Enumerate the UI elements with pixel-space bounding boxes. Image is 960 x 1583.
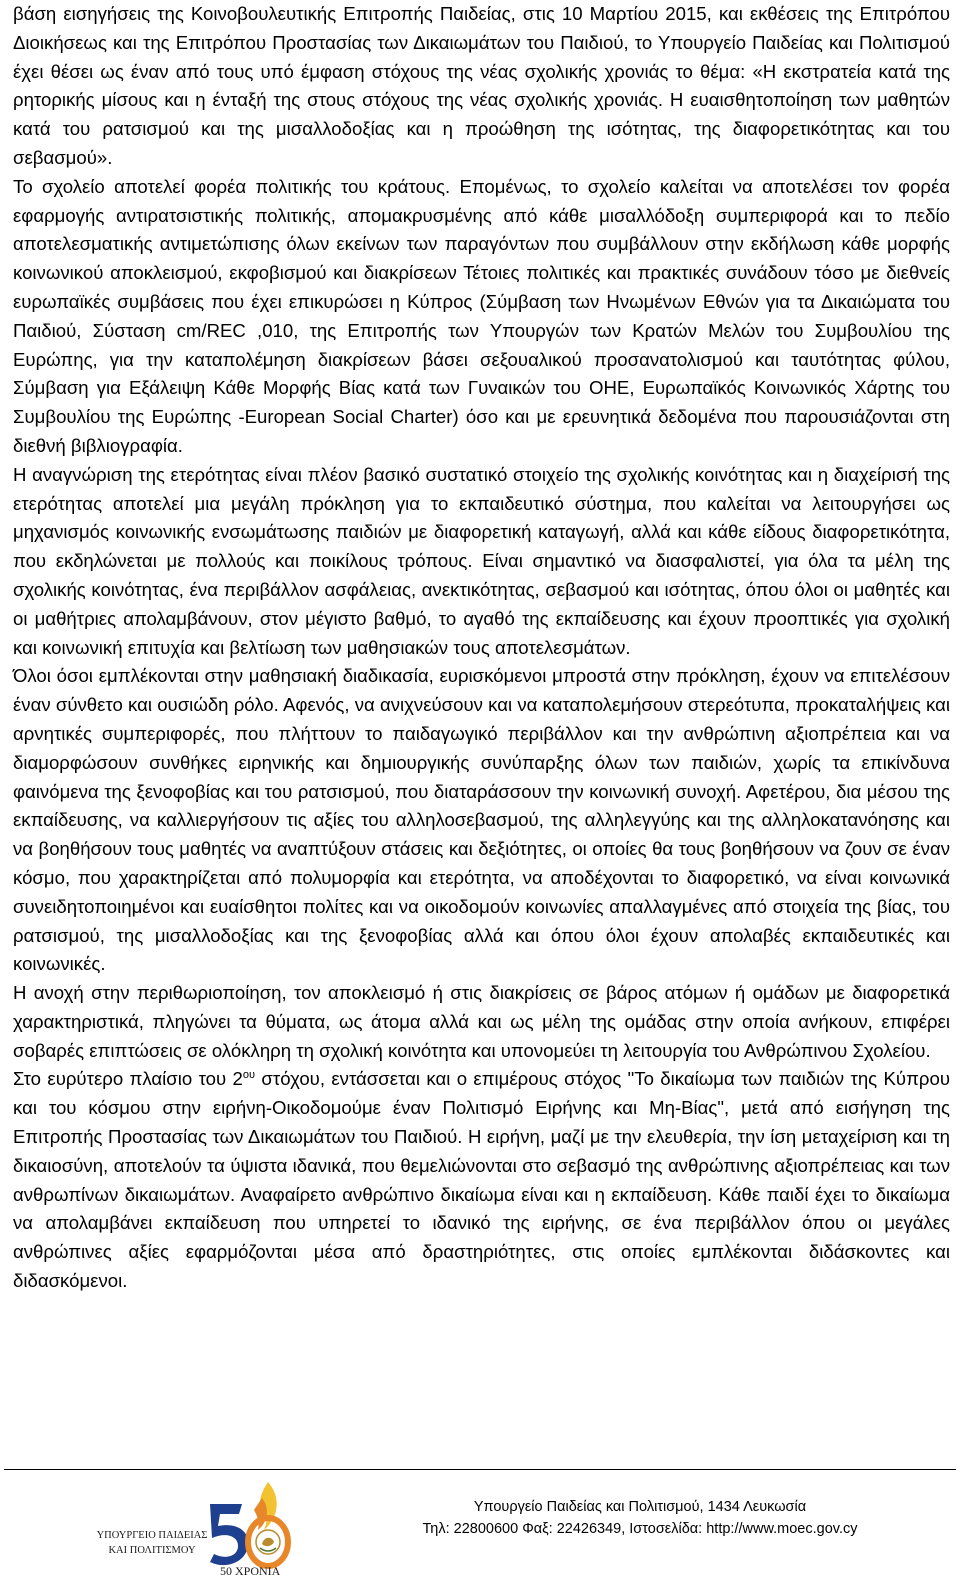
logo-anniversary-label: 50 ΧΡΟΝΙΑ: [220, 1564, 281, 1578]
footer-divider: [4, 1469, 956, 1470]
paragraph-6: [13, 1065, 950, 1295]
paragraph-6-rest: στόχου, εντάσσεται και ο επιμέρους στόχος "Το δικαίωμα των παιδιών της Κύπρου και του κόσμου στην ειρήνη-Οικοδομούμε έναν Πολιτισμό Ειρήνης και Μη-Βίας", μετά από εισήγηση της Επιτροπής Προστασίας των Δικαιωμάτων του Παιδιού. Η ειρήνη, μαζί με την ελευθερία, την ίση μεταχείριση και τη δικαιοσύνη, αποτελούν τα ύψιστα ιδανικά, που θεμελιώνονται στο σεβασμό της ανθρώπινης αξιοπρέπειας και των ανθρωπίνων δικαιωμάτων. Αναφαίρετο ανθρώπινο δικαίωμα είναι και η εκπαίδευση. Κάθε παιδί έχει το δικαίωμα να απολαμβάνει εκπαίδευση που υπηρετεί το ιδανικό της ειρήνης, σε ένα περιβάλλον όπου οι μεγάλες ανθρώπινες αξίες εφαρμόζονται μέσα από δραστηριότητες, στις οποίες εμπλέκονται διδάσκοντες και διδασκόμενοι.: [13, 1068, 950, 1292]
paragraph-3: Η αναγνώριση της ετερότητας είναι πλέον βασικό συστατικό στοιχείο της σχολικής κοινότητας και η διαχείρισή της ετερότητας αποτελεί μια μεγάλη πρόκληση για το εκπαιδευτικό σύστημα, που καλείται να λειτουργήσει ως μηχανισμός κοινωνικής ενσωμάτωσης παιδιών με διαφορετική καταγωγή, αλλά και κάθε είδους διαφορετικότητα, που εκδηλώνεται με πολλούς και ποικίλους τρόπους. Είναι σημαντικό να διασφαλιστεί, για όλα τα μέλη της σχολικής κοινότητας, ένα περιβάλλον ασφάλειας, ανεκτικότητας, σεβασμού και ισότητας, όπου όλοι οι μαθητές και οι μαθήτριες απολαμβάνουν, στον μέγιστο βαθμό, το αγαθό της εκπαίδευσης και έχουν προοπτικές για σχολική και κοινωνική επιτυχία και βελτίωση των μαθησιακών τους αποτελεσμάτων.: [13, 463, 950, 658]
paragraph-1: βάση εισηγήσεις της Κοινοβουλευτικής Επιτροπής Παιδείας, στις 10 Μαρτίου 2015, και εκθέσεις της Επιτρόπου Διοικήσεως και της Επιτρόπου Προστασίας των Δικαιωμάτων του Παιδιού, το Υπουργείο Παιδείας και Πολιτισμού έχει θέσει ως έναν από τους υπό έμφαση στόχους της νέας σχολικής χρονιάς το θέμα: «Η εκστρατεία κατά της ρητορικής μίσους και η ένταξή της στους στόχους της νέας σχολικής χρονιάς. Η ευαισθητοποίηση των μαθητών κατά του ρατσισμού και της μισαλλοδοξίας και η προώθηση της ισότητας, της διαφορετικότητας και του σεβασμού».: [13, 3, 950, 168]
document-body: [13, 0, 950, 1296]
footer-contact: [330, 1496, 950, 1540]
paragraph-5: Η ανοχή στην περιθωριοποίηση, τον αποκλεισμό ή στις διακρίσεις σε βάρος ατόμων ή ομάδων με διαφορετικά χαρακτηριστικά, πληγώνει τα θύματα, ως άτομα αλλά και ως μέλη της ομάδας στην οποία ανήκουν, επιφέρει σοβαρές επιπτώσεις σε ολόκληρη τη σχολική κοινότητα και υπονομεύει τη λειτουργία του Ανθρώπινου Σχολείου.: [13, 982, 950, 1061]
paragraph-2: Το σχολείο αποτελεί φορέα πολιτικής του κράτους. Επομένως, το σχολείο καλείται να αποτελέσει τον φορέα εφαρμογής αντιρατσιστικής πολιτικής, απομακρυσμένης από κάθε μισαλλόδοξη συμπεριφορά και το πεδίο αποτελεσματικής αντιμετώπισης όλων εκείνων των παραγόντων που συμβάλλουν στην εκδήλωση κάθε μορφής κοινωνικού αποκλεισμού, εκφοβισμού και διακρίσεων Τέτοιες πολιτικές και πρακτικές συνάδουν τόσο με διεθνείς ευρωπαϊκές συμβάσεις που έχει επικυρώσει η Κύπρος (Σύμβαση των Ηνωμένων Εθνών για τα Δικαιώματα του Παιδιού, Σύσταση cm/REC ,010, της Επιτροπής των Υπουργών των Κρατών Μελών του Συμβουλίου της Ευρώπης, για την καταπολέμηση διακρίσεων βάσει σεξουαλικού προσανατολισμού και ταυτότητας φύλου, Σύμβαση για Εξάλειψη Κάθε Μορφής Βίας κατά των Γυναικών του ΟΗΕ, Ευρωπαϊκός Κοινωνικός Χάρτης του Συμβουλίου της Ευρώπης -European Social Charter) όσο και με ερευνητικά δεδομένα που παρουσιάζονται στη διεθνή βιβλιογραφία.: [13, 175, 950, 456]
footer-phone-website: Τηλ: 22800600 Φαξ: 22426349, Ιστοσελίδα: http://www.moec.gov.cy: [422, 1521, 858, 1537]
logo-ministry-name: ΥΠΟΥΡΓΕΙΟ ΠΑΙΔΕΙΑΣ ΚΑΙ ΠΟΛΙΤΙΣΜΟΥ: [96, 1530, 208, 1556]
paragraph-4: Όλοι όσοι εμπλέκονται στην μαθησιακή διαδικασία, ευρισκόμενοι μπροστά στην πρόκληση, έχουν να επιτελέσουν έναν σύνθετο και ουσιώδη ρόλο. Αφενός, να ανιχνεύσουν και να καταπολεμήσουν στερεότυπα, προκαταλήψεις και αρνητικές συμπεριφορές, που πλήττουν το παιδαγωγικό περιβάλλον και την ανθρώπινη αξιοπρέπεια και να διαμορφώσουν συνθήκες ειρηνικής και δημιουργικής συνύπαρξης όλων των παιδιών, χωρίς τα επικίνδυνα φαινόμενα της ξενοφοβίας και του ρατσισμού, που διαταράσσουν την κοινωνική συνοχή. Αφετέρου, δια μέσου της εκπαίδευσης, να καλλιεργήσουν τις αξίες του αλληλοσεβασμού, της αλληλεγγύης και της αλληλοκατανόησης και να βοηθήσουν τους μαθητές να αναπτύξουν στάσεις και δεξιότητες, οι οποίες θα τους βοηθήσουν να ζουν σε έναν κόσμο, που χαρακτηρίζεται από πολυμορφία και ετερότητα, να αποδέχονται το διαφορετικό, να είναι κοινωνικά συνειδητοποιημένοι και ευαίσθητοι πολίτες και να οικοδομούν κοινωνίες απαλλαγμένες από στοιχεία της βίας, του ρατσισμού, της μισαλλοδοξίας και της ξενοφοβίας αλλά και όπου όλοι έχουν απολαβές εκπαιδευτικές και κοινωνικές.: [13, 665, 950, 975]
ordinal-superscript: ου: [242, 1069, 256, 1082]
ministry-logo: [92, 1478, 302, 1578]
paragraph-6-start: Στο ευρύτερο πλαίσιο του 2: [13, 1068, 243, 1090]
footer-address: Υπουργείο Παιδείας και Πολιτισμού, 1434 Λευκωσία: [473, 1499, 807, 1515]
